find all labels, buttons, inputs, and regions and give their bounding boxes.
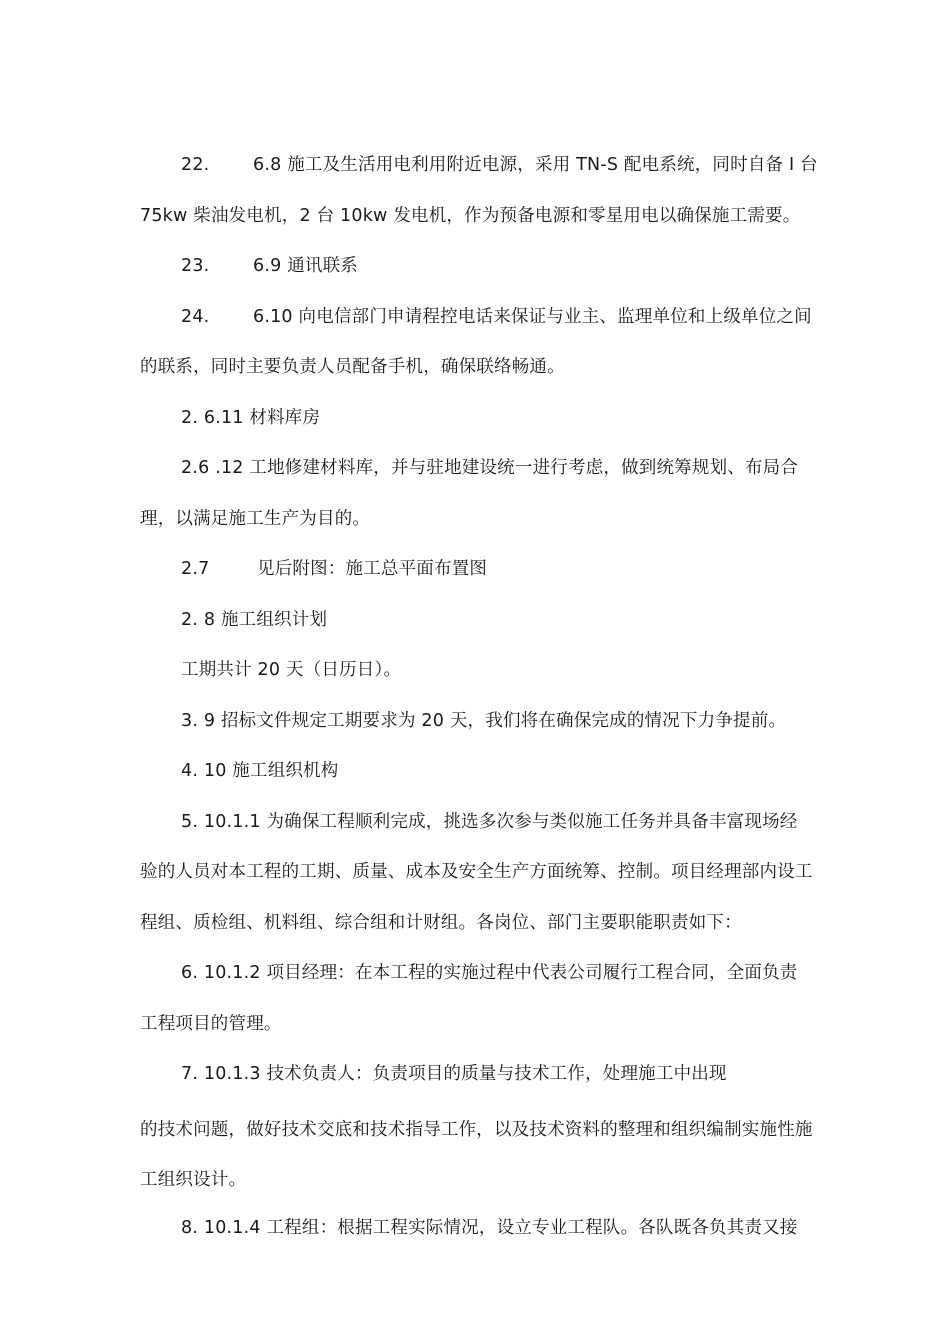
paragraph-line-6: [181, 406, 320, 430]
item-number: 23.: [181, 256, 210, 276]
line-text: 见后附图：施工总平面布置图: [257, 559, 488, 579]
paragraph-line-21: [140, 1168, 246, 1192]
line-text: 工期共计 20 天（日历日）。: [181, 660, 402, 680]
paragraph-line-19: [181, 1062, 727, 1086]
line-text: 2. 8 施工组织计划: [181, 610, 328, 630]
line-text: 75kw 柴油发电机，2 台 10kw 发电机，作为预备电源和零星用电以确保施工需要。: [140, 206, 801, 226]
paragraph-line-22: [181, 1216, 797, 1240]
paragraph-line-5: [140, 355, 565, 379]
line-text: 7. 10.1.3 技术负责人：负责项目的质量与技术工作，处理施工中出现: [181, 1064, 727, 1084]
line-text: 6.10 向电信部门申请程控电话来保证与业主、监理单位和上级单位之间: [253, 307, 812, 327]
line-text: 2.6 .12 工地修建材料库，并与驻地建设统一进行考虑，做到统筹规划、布局合: [181, 458, 799, 478]
paragraph-line-10: [181, 608, 327, 632]
line-text: 8. 10.1.4 工程组：根据工程实际情况，设立专业工程队。各队既各负其责又接: [181, 1218, 798, 1238]
line-text: 程组、质检组、机料组、综合组和计财组。各岗位、部门主要职能职责如下：: [140, 913, 742, 933]
line-text: 的联系，同时主要负责人员配备手机，确保联络畅通。: [140, 357, 565, 377]
line-text: 工程项目的管理。: [140, 1014, 282, 1034]
paragraph-line-12: [181, 709, 786, 733]
line-text: 6. 10.1.2 项目经理：在本工程的实施过程中代表公司履行工程合同，全面负责: [181, 963, 798, 983]
item-number: 22.: [181, 155, 210, 175]
line-text: 理，以满足施工生产为目的。: [140, 509, 371, 529]
paragraph-line-4: [181, 305, 812, 329]
line-text: 6.9 通讯联系: [253, 256, 358, 276]
paragraph-line-20: [140, 1118, 813, 1142]
paragraph-line-15: [140, 860, 813, 884]
line-text: 工组织设计。: [140, 1170, 247, 1190]
line-text: 5. 10.1.1 为确保工程顺利完成，挑选多次参与类似施工任务并具备丰富现场经: [181, 812, 798, 832]
paragraph-line-16: [140, 911, 742, 935]
paragraph-line-2: [140, 204, 800, 228]
line-text: 的技术问题，做好技术交底和技术指导工作，以及技术资料的整理和组织编制实施性施: [140, 1120, 813, 1140]
paragraph-line-13: [181, 759, 339, 783]
line-text: 3. 9 招标文件规定工期要求为 20 天，我们将在确保完成的情况下力争提前。: [181, 711, 787, 731]
paragraph-line-1: [181, 153, 818, 177]
paragraph-line-9: [181, 557, 487, 581]
line-text: 验的人员对本工程的工期、质量、成本及安全生产方面统筹、控制。项目经理部内设工: [140, 862, 813, 882]
paragraph-line-17: [181, 961, 797, 985]
paragraph-line-8: [140, 507, 370, 531]
item-number: 2.7: [181, 559, 210, 579]
paragraph-line-18: [140, 1012, 282, 1036]
paragraph-line-3: [181, 254, 358, 278]
line-text: 6.8 施工及生活用电利用附近电源，采用 TN-S 配电系统，同时自备 I 台: [253, 155, 818, 175]
paragraph-line-7: [181, 456, 798, 480]
line-text: 2. 6.11 材料库房: [181, 408, 321, 428]
paragraph-line-11: [181, 658, 401, 682]
line-text: 4. 10 施工组织机构: [181, 761, 339, 781]
item-number: 24.: [181, 307, 210, 327]
paragraph-line-14: [181, 810, 797, 834]
